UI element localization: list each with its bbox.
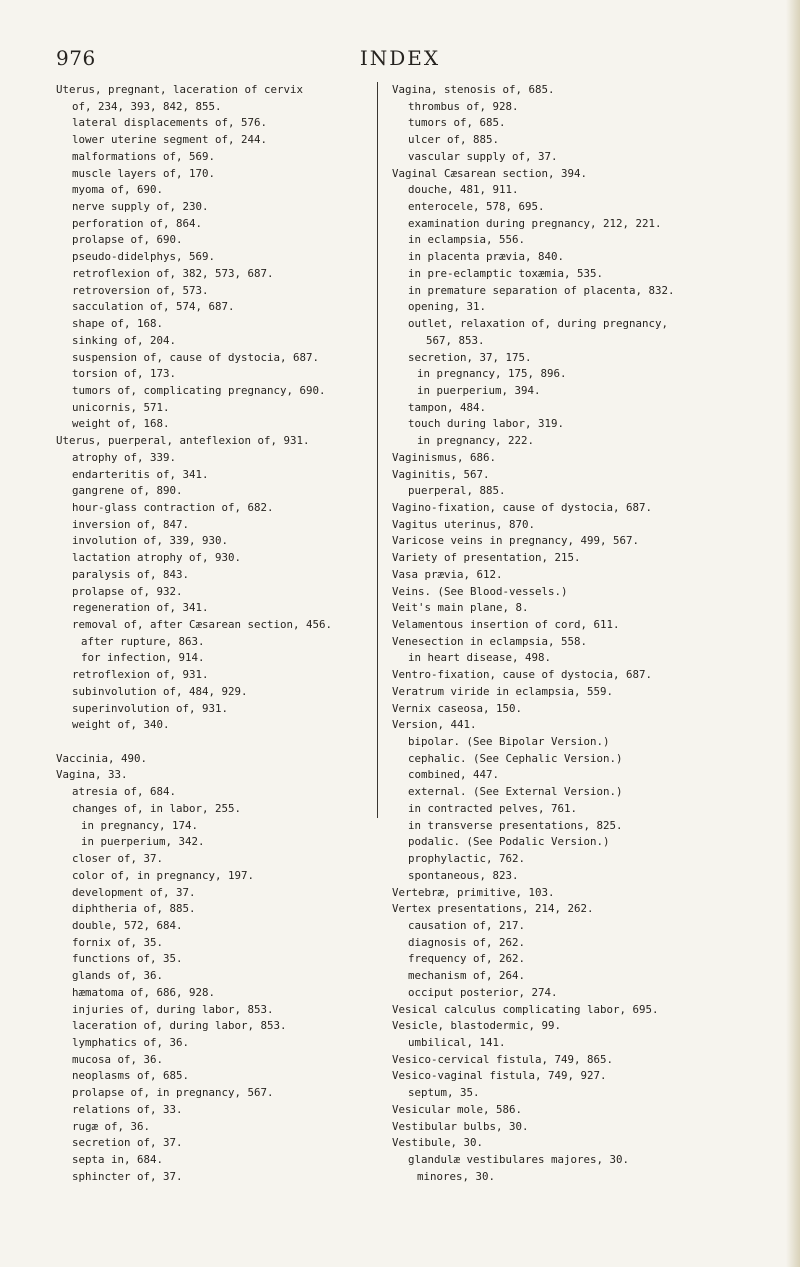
index-entry: for infection, 914. bbox=[81, 651, 205, 665]
index-entry: muscle layers of, 170. bbox=[72, 166, 216, 180]
index-entry: sinking of, 204. bbox=[72, 333, 177, 347]
index-entry: Veit's main plane, 8. bbox=[392, 601, 529, 615]
index-entry: in pregnancy, 222. bbox=[417, 434, 535, 448]
index-entry: umbilical, 141. bbox=[408, 1035, 506, 1049]
index-entry: in heart disease, 498. bbox=[408, 651, 552, 665]
index-entry: torsion of, 173. bbox=[72, 367, 177, 381]
index-entry: frequency of, 262. bbox=[408, 952, 526, 966]
index-entry: Uterus, pregnant, laceration of cervix bbox=[56, 83, 304, 96]
index-entry: inversion of, 847. bbox=[72, 517, 190, 531]
index-entry: sphincter of, 37. bbox=[72, 1169, 183, 1183]
index-entry: in puerperium, 394. bbox=[417, 383, 541, 397]
index-entry: superinvolution of, 931. bbox=[72, 701, 229, 715]
index-entry: perforation of, 864. bbox=[72, 216, 203, 230]
index-entry: glandulæ vestibulares majores, 30. bbox=[408, 1153, 630, 1166]
index-entry: Veratrum viride in eclampsia, 559. bbox=[392, 684, 614, 698]
index-entry: relations of, 33. bbox=[72, 1102, 183, 1116]
index-entry: Vaginal Cæsarean section, 394. bbox=[392, 166, 588, 180]
index-entry: Vestibular bulbs, 30. bbox=[392, 1119, 529, 1133]
index-entry: examination during pregnancy, 212, 221. bbox=[408, 216, 662, 230]
index-entry: regeneration of, 341. bbox=[72, 601, 209, 615]
index-entry: enterocele, 578, 695. bbox=[408, 200, 545, 214]
index-entry: injuries of, during labor, 853. bbox=[72, 1002, 274, 1016]
index-entry: of, 234, 393, 842, 855. bbox=[72, 99, 222, 113]
index-entry: septum, 35. bbox=[408, 1086, 480, 1100]
index-entry: diphtheria of, 885. bbox=[72, 902, 196, 916]
index-entry: Version, 441. bbox=[392, 718, 477, 732]
index-entry: occiput posterior, 274. bbox=[408, 985, 558, 999]
index-entry: hour-glass contraction of, 682. bbox=[72, 500, 274, 514]
index-entry: thrombus of, 928. bbox=[408, 99, 519, 113]
index-entry: mucosa of, 36. bbox=[72, 1052, 164, 1066]
index-entry: pseudo-didelphys, 569. bbox=[72, 250, 216, 264]
index-entry: atresia of, 684. bbox=[72, 785, 177, 799]
index-entry: subinvolution of, 484, 929. bbox=[72, 684, 248, 698]
index-entry: combined, 447. bbox=[408, 768, 500, 782]
index-entry: Vesico-vaginal fistula, 749, 927. bbox=[392, 1069, 607, 1083]
index-entry: closer of, 37. bbox=[72, 852, 164, 866]
index-entry: hæmatoma of, 686, 928. bbox=[72, 985, 216, 999]
index-entry: sacculation of, 574, 687. bbox=[72, 300, 235, 314]
index-entry: development of, 37. bbox=[72, 885, 196, 899]
index-entry: retroflexion of, 931. bbox=[72, 668, 209, 682]
index-entry: myoma of, 690. bbox=[72, 183, 164, 197]
page-number: 976 bbox=[56, 46, 96, 70]
index-entry: atrophy of, 339. bbox=[72, 450, 177, 464]
index-entry: weight of, 168. bbox=[72, 417, 170, 431]
index-entry: laceration of, during labor, 853. bbox=[72, 1019, 287, 1033]
index-entry: touch during labor, 319. bbox=[408, 417, 565, 431]
index-entry: podalic. (See Podalic Version.) bbox=[408, 835, 610, 849]
index-entry: in pregnancy, 175, 896. bbox=[417, 367, 567, 381]
index-entry: nerve supply of, 230. bbox=[72, 200, 209, 214]
index-entry: functions of, 35. bbox=[72, 952, 183, 966]
index-entry: external. (See External Version.) bbox=[408, 785, 623, 799]
index-entry: septa in, 684. bbox=[72, 1153, 164, 1166]
index-entry: tumors of, 685. bbox=[408, 116, 506, 130]
index-entry: prophylactic, 762. bbox=[408, 852, 526, 866]
column-divider bbox=[377, 82, 378, 818]
index-entry: neoplasms of, 685. bbox=[72, 1069, 190, 1083]
index-entry: Variety of presentation, 215. bbox=[392, 551, 581, 565]
index-entry: prolapse of, 932. bbox=[72, 584, 183, 598]
index-entry: paralysis of, 843. bbox=[72, 567, 190, 581]
index-entry: weight of, 340. bbox=[72, 718, 170, 732]
index-entry: Vesicle, blastodermic, 99. bbox=[392, 1019, 562, 1033]
index-entry: diagnosis of, 262. bbox=[408, 935, 526, 949]
index-entry: Uterus, puerperal, anteflexion of, 931. bbox=[56, 434, 310, 448]
index-entry: causation of, 217. bbox=[408, 918, 526, 932]
index-entry: Vagina, 33. bbox=[56, 768, 128, 782]
index-entry: Vesico-cervical fistula, 749, 865. bbox=[392, 1052, 614, 1066]
index-entry: in transverse presentations, 825. bbox=[408, 818, 623, 832]
index-entry: Vaginitis, 567. bbox=[392, 467, 490, 481]
index-entry: Vaginismus, 686. bbox=[392, 450, 497, 464]
index-entry: puerperal, 885. bbox=[408, 484, 506, 498]
index-entry: endarteritis of, 341. bbox=[72, 467, 209, 481]
index-entry: Vagina, stenosis of, 685. bbox=[392, 83, 555, 96]
index-entry: Vesicular mole, 586. bbox=[392, 1102, 523, 1116]
index-entry: vascular supply of, 37. bbox=[408, 149, 558, 163]
page-title: INDEX bbox=[359, 46, 441, 70]
index-entry: in placenta prævia, 840. bbox=[408, 250, 565, 264]
index-entry: color of, in pregnancy, 197. bbox=[72, 868, 255, 882]
index-entry: shape of, 168. bbox=[72, 317, 164, 331]
index-entry: Vasa prævia, 612. bbox=[392, 567, 503, 581]
index-entry: in pre-eclamptic toxæmia, 535. bbox=[408, 266, 604, 280]
index-entry: retroflexion of, 382, 573, 687. bbox=[72, 266, 274, 280]
index-entry: Vesical calculus complicating labor, 695. bbox=[392, 1002, 659, 1016]
index-entry: retroversion of, 573. bbox=[72, 283, 209, 297]
index-entry: changes of, in labor, 255. bbox=[72, 801, 242, 815]
index-entry: Vaccinia, 490. bbox=[56, 751, 148, 765]
index-entry: removal of, after Cæsarean section, 456. bbox=[72, 618, 333, 631]
index-entry: double, 572, 684. bbox=[72, 918, 183, 932]
index-entry: mechanism of, 264. bbox=[408, 969, 526, 983]
index-entry: in pregnancy, 174. bbox=[81, 818, 199, 832]
index-entry: Vernix caseosa, 150. bbox=[392, 701, 523, 715]
index-entry: prolapse of, in pregnancy, 567. bbox=[72, 1086, 274, 1100]
index-entry: Veins. (See Blood-vessels.) bbox=[392, 584, 568, 598]
index-entry: unicornis, 571. bbox=[72, 400, 170, 414]
index-entry: in premature separation of placenta, 832. bbox=[408, 283, 675, 297]
index-entry: Varicose veins in pregnancy, 499, 567. bbox=[392, 534, 640, 548]
index-entry: 567, 853. bbox=[426, 333, 485, 347]
index-entry: in contracted pelves, 761. bbox=[408, 801, 578, 815]
index-entry: lymphatics of, 36. bbox=[72, 1035, 190, 1049]
index-entry: douche, 481, 911. bbox=[408, 183, 519, 197]
blank-line bbox=[56, 734, 371, 751]
index-entry: minores, 30. bbox=[417, 1169, 496, 1183]
index-entry: bipolar. (See Bipolar Version.) bbox=[408, 735, 610, 749]
index-entry: lower uterine segment of, 244. bbox=[72, 133, 268, 147]
index-entry: secretion, 37, 175. bbox=[408, 350, 532, 364]
right-index-column bbox=[392, 82, 717, 1185]
index-entry: fornix of, 35. bbox=[72, 935, 164, 949]
index-entry: Vestibule, 30. bbox=[392, 1136, 484, 1150]
index-entry: Vagitus uterinus, 870. bbox=[392, 517, 536, 531]
index-entry: after rupture, 863. bbox=[81, 634, 205, 648]
index-entry: glands of, 36. bbox=[72, 969, 164, 983]
index-entry: in eclampsia, 556. bbox=[408, 233, 526, 247]
index-entry: secretion of, 37. bbox=[72, 1136, 183, 1150]
left-index-column bbox=[56, 82, 371, 1185]
index-entry: in puerperium, 342. bbox=[81, 835, 205, 849]
index-entry: cephalic. (See Cephalic Version.) bbox=[408, 751, 623, 765]
index-entry: opening, 31. bbox=[408, 300, 487, 314]
index-entry: spontaneous, 823. bbox=[408, 868, 519, 882]
index-entry: tumors of, complicating pregnancy, 690. bbox=[72, 383, 326, 397]
index-entry: tampon, 484. bbox=[408, 400, 487, 414]
index-entry: prolapse of, 690. bbox=[72, 233, 183, 247]
index-entry: Vagino-fixation, cause of dystocia, 687. bbox=[392, 500, 653, 514]
page-edge-shadow bbox=[786, 0, 800, 1267]
index-entry: outlet, relaxation of, during pregnancy, bbox=[408, 317, 669, 331]
index-entry: involution of, 339, 930. bbox=[72, 534, 229, 548]
index-entry: ulcer of, 885. bbox=[408, 133, 500, 147]
index-entry: Vertebræ, primitive, 103. bbox=[392, 885, 555, 899]
index-entry: lactation atrophy of, 930. bbox=[72, 551, 242, 565]
index-entry: Venesection in eclampsia, 558. bbox=[392, 634, 588, 648]
index-entry: lateral displacements of, 576. bbox=[72, 116, 268, 130]
index-entry: gangrene of, 890. bbox=[72, 484, 183, 498]
index-entry: rugæ of, 36. bbox=[72, 1119, 151, 1133]
index-entry: Vertex presentations, 214, 262. bbox=[392, 902, 594, 916]
index-entry: malformations of, 569. bbox=[72, 149, 216, 163]
index-entry: suspension of, cause of dystocia, 687. bbox=[72, 350, 320, 364]
index-entry: Velamentous insertion of cord, 611. bbox=[392, 618, 620, 631]
index-entry: Ventro-fixation, cause of dystocia, 687. bbox=[392, 668, 653, 682]
